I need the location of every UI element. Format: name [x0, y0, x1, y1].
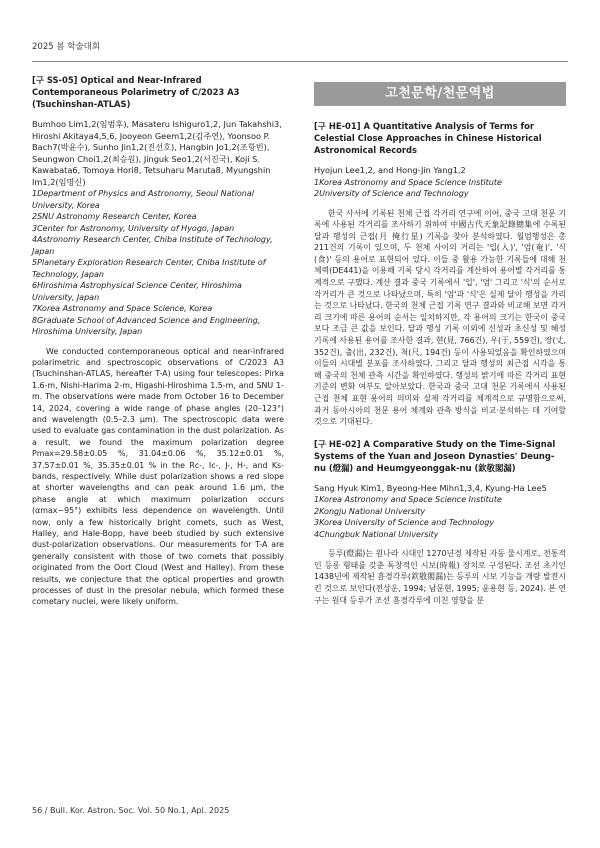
running-header: 2025 봄 학술대회: [32, 42, 101, 52]
author-list: Hyojun Lee1,2, and Hong-Jin Yang1,2: [314, 165, 466, 175]
affiliation: 1Department of Physics and Astronomy, Seoul National University, Korea: [32, 189, 255, 210]
section-banner: 고천문학/천문역법: [314, 82, 566, 106]
abstract-body: 한국 사서에 기록된 천체 근접 각거리 연구에 이어, 중국 고대 천문 기록에 사용된 각거리를 조사하기 위하여 中國古代天象記錄總集에 수록된 달과 행성의 근접(月 掩行星) 기록을 찾아 분석하였다. 월엄행성은 총 211건의 기록이 있으며, 두 천체 사이의 거리는 '입(入)', '엄(奄)', '식(食)' 등의 용어로 표현되어 있다. 이들 중 활용 가능한 기록들에 대해 천체력(DE441)을 이용해 기록 당시 각거리를 계산하여 용어별 각거리를 통계적으로 구했다. 계산 결과 중국 기록에서 '입', '엄' 그리고 '식'의 순서로 각거리가 큰 것으로 나타났으며, 특히 '엄'과 '식'은 실제 달이 행성을 가리는 것으로 나타났다. 한국의 천체 근접 기록 연구 결과와 비교해 보면 각거리 크기에 따른 용어의 순서는 일치하지만, 각 용어의 크기는 한국이 중국보다 조금 큰 값을 보인다. 달과 행성 기록 이외에 신성과 초신성 및 혜성 기록에 사용된 용어를 조사한 결과, 현(見, 766건), 우(于, 559건), 장(丈, 352건), 출(出, 232건), 척(尺, 194건) 등이 사용되었음을 확인하였으며 이들의 시대별 분포를 조사하였다. 그리고 달과 행성의 최근접 시각을 통해 중국의 천체 관측 시간을 확인하였다. 행성의 밝기에 따른 각거리 표현 기준의 변화 여부도 알아보았다. 한국과 중국 고대 천문 기록에서 사용된 근접 천체 표현 용어의 의미와 실제 각거리를 체계적으로 규명함으로써, 과거 동아시아의 천문 용어 체계와 관측 방식을 비교·분석하는 데 기여할 것으로 기대된다.: [314, 208, 566, 427]
header-divider: [32, 61, 568, 62]
right-column: [314, 74, 566, 616]
affiliation-list: [32, 188, 284, 338]
author-list: Bumhoo Lim1,2(임범후), Masateru Ishiguro1,2, Jun Takahshi3, Hiroshi Akitaya4,5,6, Jooyeon Geem1,2(김주연), Yoonsoo P. Bach7(박윤수), Sunho Jin1,2(진선호), Hangbin Jo1,2(조항빈), Seungwon Choi1,2(최승원), Jinguk Seo1,2(서진국), Koji S. Kawabata6, Tomoya Hori8, Tetsuharu Maruta8, Myungshin Im1,2(임명신): [32, 119, 282, 187]
affiliation: 2SNU Astronomy Research Center, Korea: [32, 212, 197, 221]
affiliation: 8Graduate School of Advanced Science and Engineering, Hiroshima University, Japan: [32, 315, 261, 336]
affiliation-list: [314, 177, 566, 200]
abstract-body: We conducted contemporaneous optical and near-infrared polarimetric and spectroscopic observations of C/2023 A3 (Tsuchinshan-ATLAS, hereafter T-A) using four telescopes: Pirka 1.6-m, Nishi-Harima 2-m, Higashi-Hiroshima 1.5-m, and SNU 1-m. The observations were made from October 16 to December 14, 2024, covering a wide range of phase angles (20–123°) and wavelength (0.5–2.3 μm). The spectroscopic data were used to evaluate gas contamination in the dust polarization. As a result, we found the maximum polarization degree Pmax=29.58±0.05 %, 31.04±0.06 %, 35.12±0.01 %, 37.57±0.01 %, 35.35±0.01 % in the Rc-, Ic-, J-, H-, and Ks-bands, respectively. While dust polarization shows a red slope at shorter wavelengths and can peak around 1.6 μm, the phase angle at which maximum polarization occurs (αmax~95°) exhibits less dependence on wavelength. Until now, only a few historically bright comets, such as West, Halley, and Hale-Bopp, have beeb studied by such extensive dust-polarization observations. Our measurements for T-A are generally consistent with those of two comets that possibly originated from the Oort Cloud (West and Halley). From these results, we conjecture that the optical properties and growth processes of dust in the presolar nebula, which formed these cometary nuclei, were likely uniform.: [32, 346, 284, 607]
affiliation: 2Kongju National University: [314, 506, 426, 516]
affiliation: 5Planetary Exploration Research Center, Chiba Institute of Technology, Japan: [32, 258, 266, 279]
affiliation: 3Korea University of Science and Technology: [314, 518, 495, 528]
affiliation: 2University of Science and Technology: [314, 189, 469, 198]
abstract-title: [구 HE-01] A Quantitative Analysis of Terms for Celestial Close Approaches in Chinese Historical Astronomical Records: [314, 121, 542, 155]
affiliation: 7Korea Astronomy and Space Science, Korea: [32, 304, 213, 313]
abstract-title: [구 SS-05] Optical and Near-Infrared Contemporaneous Polarimetry of C/2023 A3 (Tsuchinshan-ATLAS): [32, 75, 240, 109]
affiliation: 4Astronomy Research Center, Chiba Institute of Technology, Japan: [32, 235, 273, 256]
page-footer: 56 / Bull. Kor. Astron. Soc. Vol. 50 No.1, Apl. 2025: [32, 806, 230, 815]
author-list: Sang Hyuk Kim1, Byeong-Hee Mihn1,3,4, Kyung-Ha Lee5: [314, 482, 547, 493]
affiliation: 1Korea Astronomy and Space Science Institute: [314, 495, 502, 505]
affiliation: 6Hiroshima Astrophysical Science Center, Hiroshima University, Japan: [32, 281, 242, 302]
abstract-body: 등루(燈漏)는 원나라 시대인 1270년경 제작된 자동 물시계로, 전통적인 등롱 형태를 갖춘 독창적인 시보(時報) 장치로 구성된다. 조선 초기인 1438년에 제작된 흠경각루(欽敬閣漏)는 등루의 시보 기능을 개량 발전시킨 것으로 보인다(전상운, 1994; 남문현, 1995; 윤용현 등, 2024). 본 연구는 원대 등루가 조선 흠경각루에 미친 영향을 분: [314, 549, 566, 605]
affiliation: 3Center for Astronomy, University of Hyogo, Japan: [32, 223, 235, 233]
abstract-title: [구 HE-02] A Comparative Study on the Time-Signal Systems of the Yuan and Joseon Dynasties' Deung-nu (燈漏) and Heumgyeonggak-nu (欽敬閣漏): [314, 438, 556, 473]
left-column: [32, 74, 284, 618]
affiliation: 1Korea Astronomy and Space Science Institute: [314, 177, 502, 187]
affiliation: 4Chungbuk National University: [314, 529, 439, 539]
affiliation-list: [314, 494, 566, 540]
